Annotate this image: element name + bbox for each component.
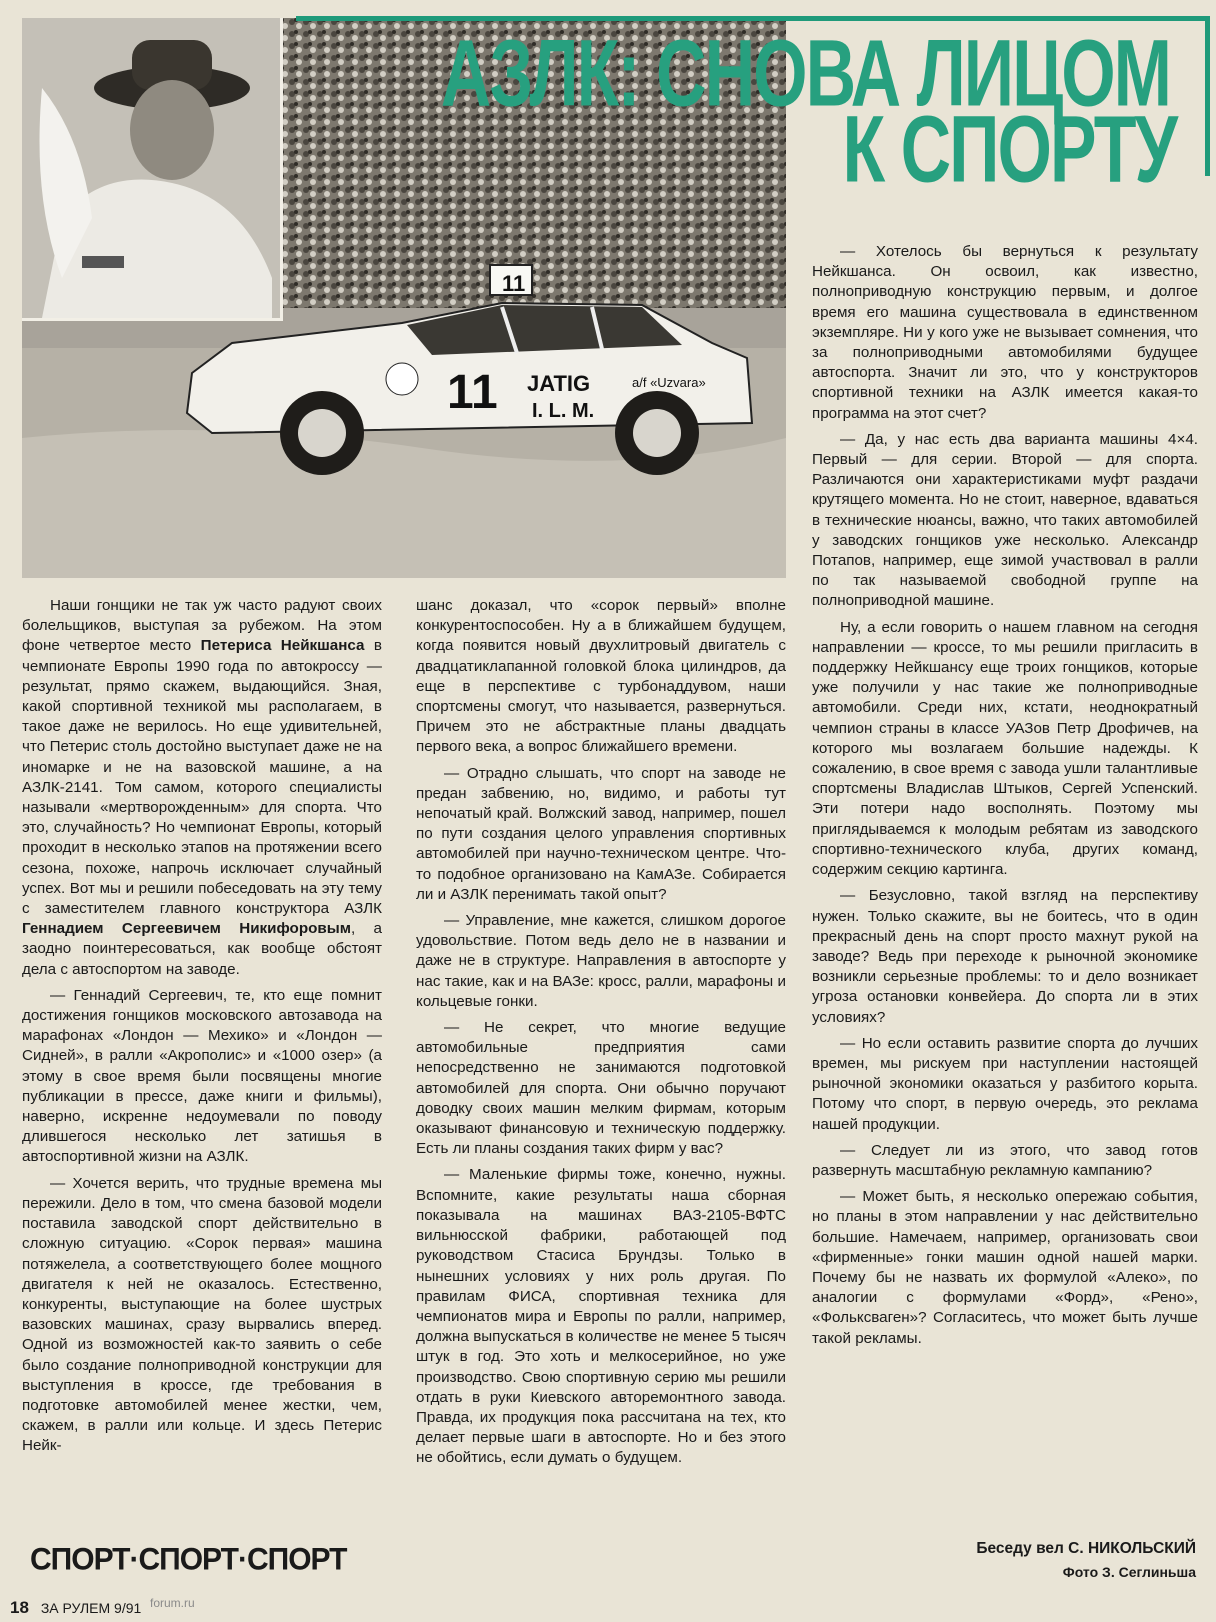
article-column-2 (416, 596, 786, 1475)
watermark: forum.ru (150, 1596, 195, 1610)
paragraph: — Безусловно, такой взгляд на перспективу нужен. Только скажите, вы не боитесь, что в один прекрасный день на спорт просто махнут рукой на заводе? Ведь при переходе к рыночной экономике возникли серьезные проблемы: то и дело возникает угроза остановки конвейера. До спорта ли в этих условиях? (812, 887, 1198, 1026)
section-rubric: СПОРТ·СПОРТ·СПОРТ (30, 1542, 347, 1577)
paragraph: — Но если оставить развитие спорта до лучших времен, мы рискуем при наступлении настоящей рыночной экономики оказаться у разбитого корыта. Потому что спорт, в первую очередь, это реклама нашей продукции. (812, 1034, 1198, 1133)
paragraph: Наши гонщики не так уж часто радуют своих болельщиков, выступая за рубежом. На этом фоне четвертое место Петериса Нейкшанса в чемпионате Европы 1990 года по автокроссу — результат, прямо скажем, выдающийся. Зная, какой спортивной техникой мы располагаем, в такое даже не верилось. Но еще удивительней, что Петерис столь достойно выступает даже не на иномарке и не на вазовской машине, а на АЗЛК-2141. Том самом, которого специалисты называли «мертворожденным» для спорта. Что это, случайность? Но чемпионат Европы, который проходит в несколько этапов на протяжении всего сезона, похоже, напрочь исключает случайный успех. Вот мы и решили побеседовать на эту тему с заместителем главного конструктора АЗЛК Геннадием Сергеевичем Никифоровым, а заодно поинтересоваться, как вообще обстоят дела с автоспортом на заводе. (22, 597, 383, 978)
driver-portrait (22, 18, 283, 321)
paragraph: Ну, а если говорить о нашем главном на сегодня направлении — кроссе, то мы решили пригласить в поддержку Нейкшансу еще троих гонщиков, которые уже получили у нас такие же полноприводные автомобили. Среди них, кстати, неоднократный чемпион страны в классе УАЗов Петр Дрофичев, на которого мы возлагаем большие надежды. К сожалению, в свое время с завода ушли талантливые спортсмены Владислав Штыков, Сергей Успенский. Эти потери надо восполнять. Поэтому мы приглядываемся к молодым ребятам из заводского спортивно-технического клуба, других команд, содержим секцию картинга. (812, 618, 1198, 879)
paragraph: шанс доказал, что «сорок первый» вполне конкурентоспособен. Ну а в ближайшем будущем, когда появится новый двухлитровый двигатель с двадцатиклапанной головкой блока цилиндров, да еще в перспективе с турбонаддувом, наши спортсмены смогут, что называется, развернуться. Причем это не абстрактные планы двадцать первого века, а вопрос ближайшего времени. (416, 597, 786, 756)
paragraph: — Отрадно слышать, что спорт на заводе не предан забвению, но, видимо, и работы тут непочатый край. Волжский завод, например, пошел по пути создания целого управления спортивных автомобилей при научно-техническом центре. Что-то подобное организовано на КамАЗе. Собирается ли и АЗЛК перенимать такой опыт? (416, 764, 786, 903)
interview-credit: Беседу вел С. НИКОЛЬСКИЙ (976, 1540, 1196, 1557)
page-footer (10, 1598, 141, 1618)
magazine-issue: ЗА РУЛЕМ 9/91 (40, 1600, 142, 1616)
roof-number: 11 (502, 271, 526, 296)
paragraph: — Геннадий Сергеевич, те, кто еще помнит достижения гонщиков московского автозавода на марафонах «Лондон — Мехико» и «Лондон — Сидней», в ралли «Акрополис» и «1000 озер» (а этому в свое время были посвящены многие публикации в прессе, даже книги и фильмы), наверно, искренне недоумевали по поводу длившегося несколько лет затишья в автоспортивной жизни на АЗЛК. (22, 986, 382, 1166)
article-column-1 (22, 596, 382, 1463)
headline-line-1: АЗЛК: СНОВА ЛИЦОМ (440, 20, 1170, 126)
paragraph: — Хотелось бы вернуться к результату Нейкшанса. Он освоил, как известно, полноприводную конструкцию первым, и долгое время его машина существовала в единственном экземпляре. Ни у кого уже не вызывает сомнения, что за полноприводными автомобилями будущее автоспорта. Значит ли это, что у конструкторов спортивной техники на АЗЛК имеется какая-то программа на этот счет? (812, 243, 1198, 422)
article-column-3 (812, 242, 1198, 1355)
paragraph: — Может быть, я несколько опережаю события, но планы в этом направлении у нас действительно большие. Намечаем, например, организовать свои «фирменные» гонки машин одной нашей марки. Почему бы не назвать их формулой «Алеко», по аналогии с формулами «Форд», «Рено», «Фольксваген»? Согласитесь, что может быть лучше такой рекламы. (812, 1188, 1198, 1347)
driver-illustration (22, 18, 280, 318)
paragraph: — Следует ли из этого, что завод готов развернуть масштабную рекламную кампанию? (812, 1141, 1198, 1179)
paragraph: — Да, у нас есть два варианта машины 4×4. Первый — для серии. Второй — для спорта. Различаются они характеристиками муфт раздачи крутящего момента. Но не стоит, наверное, вдаваться в технические нюансы, важно, что таких автомобилей у заводских гонщиков уже несколько. Александр Потапов, например, еще зимой участвовал в ралли по так называемой свободной группе на полноприводной машине. (812, 430, 1198, 610)
door-number: 11 (447, 366, 498, 419)
car-text-jatig: JATIG (527, 371, 591, 396)
car-text-ilm: I. L. M. (532, 400, 595, 422)
paragraph: — Маленькие фирмы тоже, конечно, нужны. Вспомните, какие результаты наша сборная показывала на машинах ВАЗ-2105-ВФТС вильнюсской фабрики, работающей под руководством Стасиса Брундзы. Только в нынешних условиях у них роль другая. По правилам ФИСА, спортивная техника для чемпионатов мира и Европы по ралли, например, должна выпускаться в количестве не менее 5 тысяч штук в год. Это хоть и мелкосерийное, но уже производство. Свою спортивную серию мы решили отдать в руки Киевского авторемонтного завода. Правда, их продукция пока рассчитана на тех, кто делает первые шаги в автоспорте. Но и без этого не обойтись, если думать о будущем. (416, 1166, 786, 1467)
page-number: 18 (10, 1598, 29, 1617)
headline-line-2: К СПОРТУ (842, 96, 1176, 202)
paragraph: — Не секрет, что многие ведущие автомобильные предприятия сами непосредственно не занимаются подготовкой автомобилей для спорта. Они обычно поручают доводку своих машин мелким фирмам, которым оказывают финансовую и техническую поддержку. Есть ли планы создания таких фирм у вас? (416, 1019, 786, 1158)
car-sponsor: a/f «Uzvara» (632, 375, 706, 390)
paragraph: — Хочется верить, что трудные времена мы пережили. Дело в том, что смена базовой модели поставила заводской спорт действительно в сложную ситуацию. «Сорок первая» машина потяжелела, а соответствующего более мощного двигателя к ней не оказалось. Естественно, конкуренты, выступающие на более шустрых вазовских машинах, сразу вырвались вперед. Одной из возможностей как-то заявить о себе было создание полноприводной конструкции для выступления в кроссе, где требования в подготовке автомобилей менее жестки, чем, скажем, в ралли или кольце. И здесь Петерис Нейк- (22, 1174, 382, 1455)
paragraph: — Управление, мне кажется, слишком дорогое удовольствие. Потом ведь дело не в названии и даже не в структуре. Направления в автоспорте у нас такие, как и на ВАЗе: кросс, ралли, марафоны и кольцевые гонки. (416, 912, 786, 1010)
photo-credit: Фото З. Сеглиньша (1062, 1564, 1196, 1580)
